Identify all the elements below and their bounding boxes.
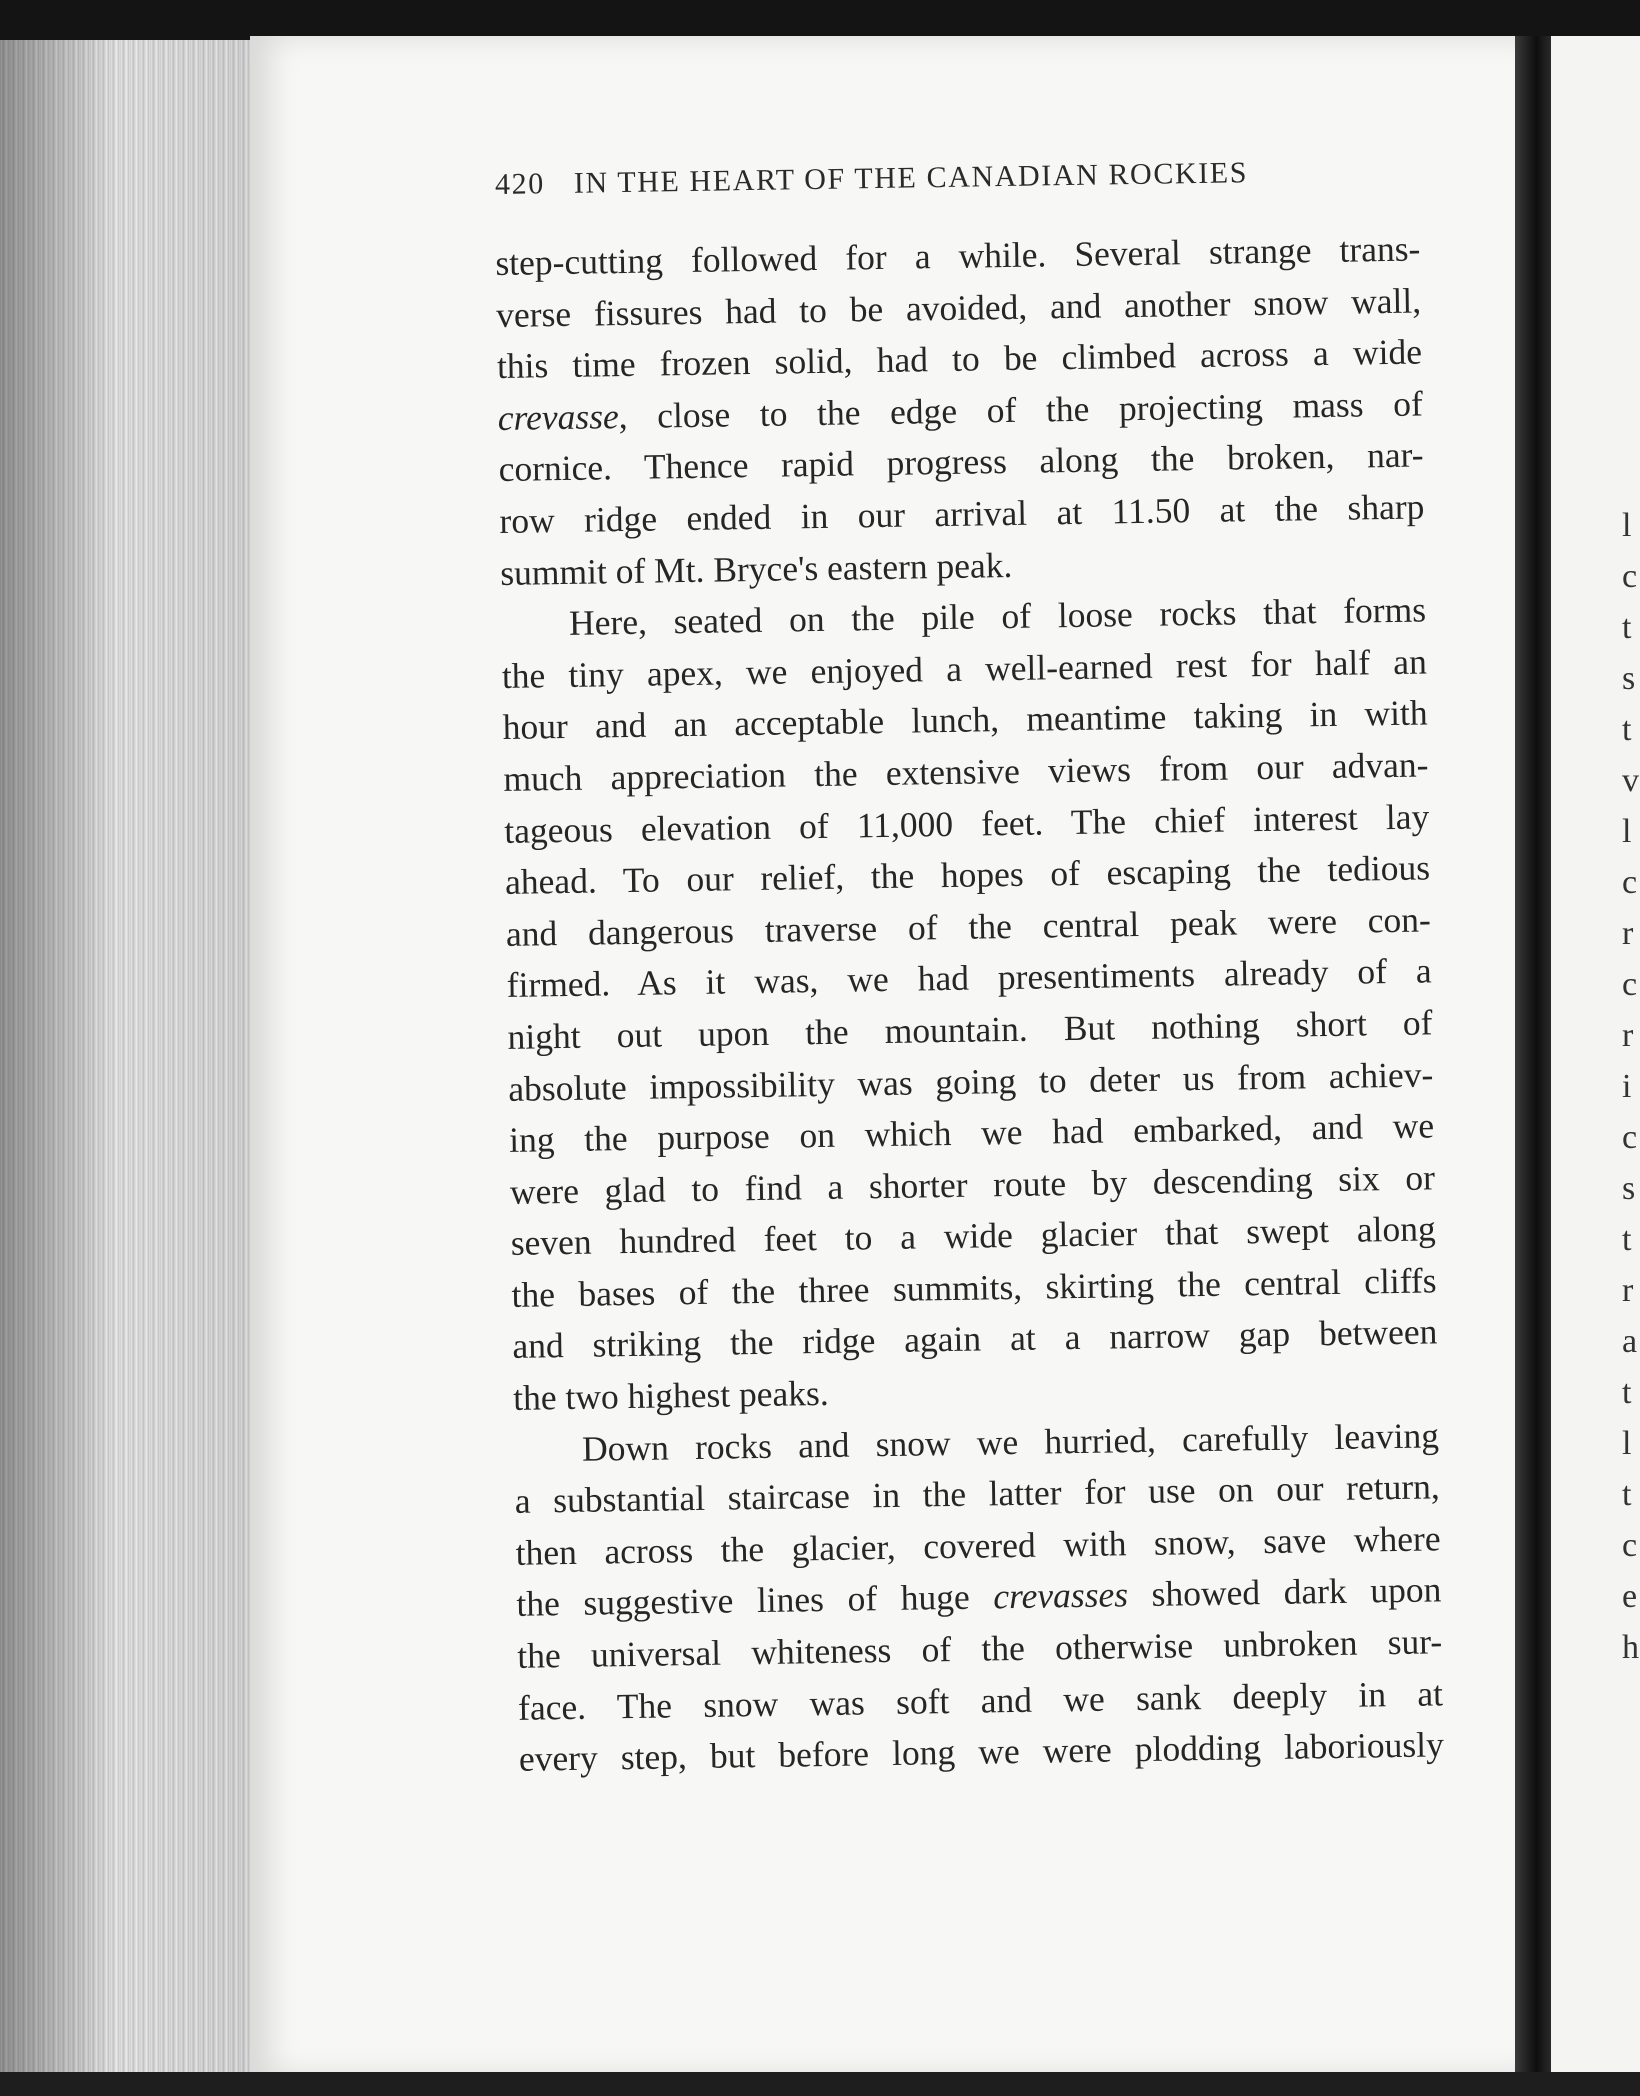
text-line: and striking the ridge again at a narrow gap between <box>512 1311 1438 1367</box>
scan-background-top <box>0 0 1640 40</box>
text-line: and dangerous traverse of the central peak were con- <box>505 899 1432 954</box>
text-line: summit of Mt. Bryce's eastern peak. <box>499 544 1013 593</box>
text-segment: showed dark upon <box>1127 1569 1442 1615</box>
italic-word: crevasse <box>497 395 620 438</box>
text-line: step-cutting followed for a while. Several strange trans- <box>495 228 1421 283</box>
book-gutter <box>1515 36 1551 2076</box>
page-number: 420 <box>494 167 546 201</box>
text-line: the bases of the three summits, skirting the central cliffs <box>511 1260 1437 1315</box>
text-segment: , close to the edge of the projecting mass of <box>618 383 1424 436</box>
text-line: Down rocks and snow we hurried, carefully leaving <box>581 1414 1440 1469</box>
text-line: night out upon the mountain. But nothing short of <box>507 1002 1433 1057</box>
running-title: IN THE HEART OF THE CANADIAN ROCKIES <box>573 156 1249 200</box>
text-line: cornice. Thence rapid progress along the broken, nar- <box>498 434 1424 490</box>
text-line: the universal whiteness of the otherwise unbroken sur- <box>516 1621 1443 1676</box>
text-line: hour and an acceptable lunch, meantime taking in with <box>502 692 1428 748</box>
stacked-page-edges <box>0 40 290 2080</box>
text-line: were glad to find a shorter route by descending six or <box>509 1157 1436 1212</box>
text-line: row ridge ended in our arrival at 11.50 at the sharp <box>499 486 1425 541</box>
text-line: face. The snow was soft and we sank deeply in at <box>517 1672 1444 1728</box>
italic-word: crevasses <box>992 1574 1129 1617</box>
facing-page-letters: l c t s t v l c r c r i c s t r a t l t c e h <box>1622 507 1639 1666</box>
text-line: verse fissures had to be avoided, and another snow wall, <box>495 280 1422 335</box>
text-line: firmed. As it was, we had presentiments already of a <box>506 950 1432 1006</box>
text-line: then across the glacier, covered with snow, save where <box>515 1518 1441 1573</box>
text-line: the two highest peaks. <box>512 1372 829 1418</box>
text-line: the tiny apex, we enjoyed a well-earned rest for half an <box>501 641 1428 696</box>
text-line: ahead. To our relief, the hopes of escaping the tedious <box>504 847 1431 903</box>
text-line: this time frozen solid, had to be climbed across a wide <box>496 331 1423 387</box>
text-line: seven hundred feet to a wide glacier that swept along <box>510 1208 1436 1264</box>
text-line: tageous elevation of 11,000 feet. The chief interest lay <box>503 795 1430 851</box>
text-line: absolute impossibility was going to deter us from achiev- <box>508 1053 1434 1109</box>
text-segment: the suggestive lines of huge <box>516 1576 994 1625</box>
text-line: a substantial staircase in the latter for use on our return, <box>514 1466 1441 1522</box>
text-line: every step, but before long we were plodding laboriously <box>518 1724 1445 1780</box>
text-line: much appreciation the extensive views from our advan- <box>503 744 1429 799</box>
text-line: ing the purpose on which we had embarked, and we <box>508 1105 1435 1160</box>
scan-background-bottom <box>0 2072 1640 2096</box>
body-text <box>495 223 1444 1785</box>
text-line: Here, seated on the pile of loose rocks that forms <box>568 589 1427 644</box>
